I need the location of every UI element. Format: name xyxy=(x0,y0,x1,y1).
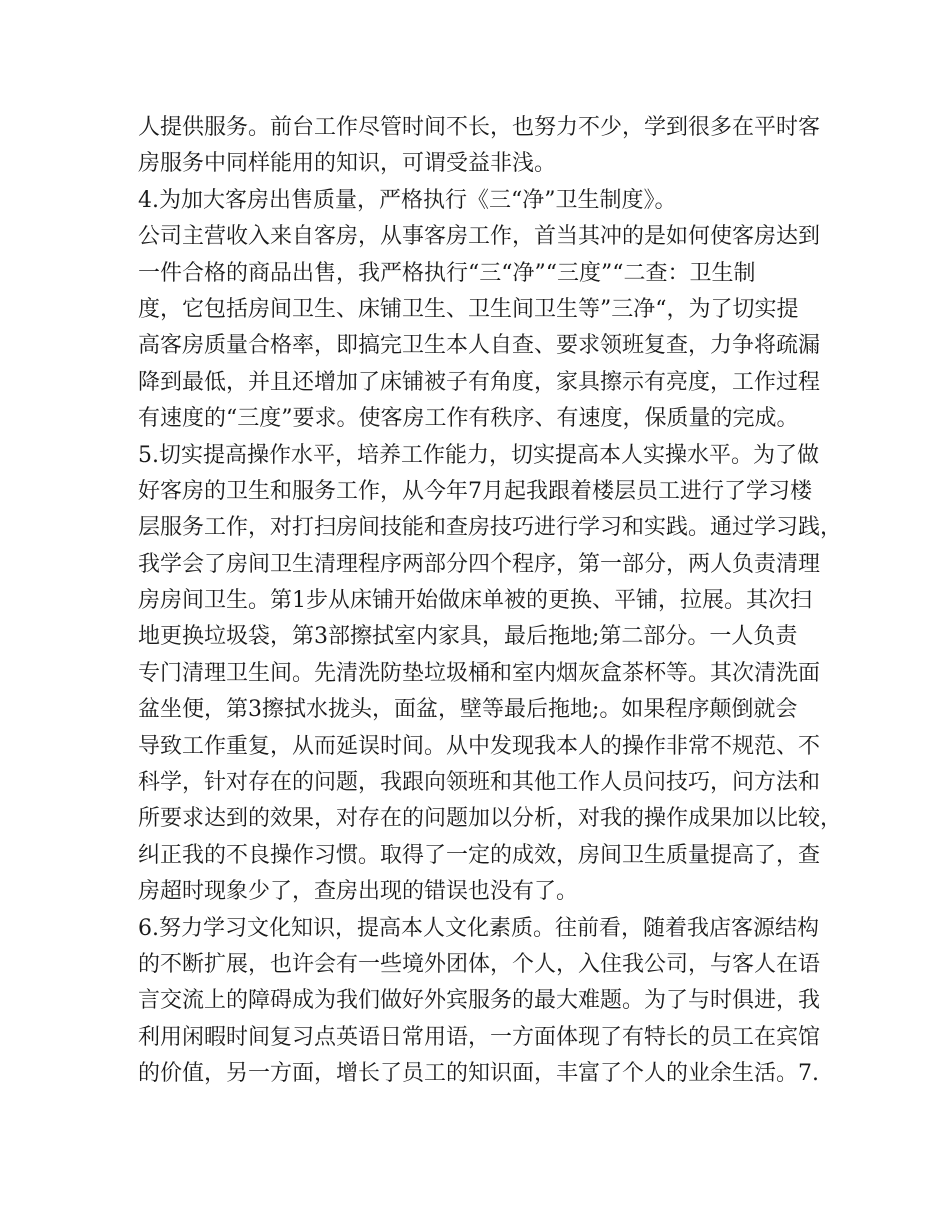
text-line: 4.为加大客房出售质量，严格执行《三“净”卫生制度》。 xyxy=(138,187,677,213)
text-line: 地更换垃圾袋，第3部擦拭室内家具，最后拖地;第二部分。一人负责 xyxy=(138,624,798,650)
text-line: 所要求达到的效果，对存在的问题加以分析，对我的操作成果加以比较， xyxy=(138,806,843,832)
text-line: 度，它包括房间卫生、床铺卫生、卫生间卫生等”三净“，为了切实提 xyxy=(138,296,799,322)
text-line: 房超时现象少了，查房出现的错误也没有了。 xyxy=(138,879,579,905)
text-line: 盆坐便，第3擦拭水拢头，面盆，壁等最后拖地;。如果程序颠倒就会 xyxy=(138,697,798,723)
text-line: 有速度的“三度”要求。使客房工作有秩序、有速度，保质量的完成。 xyxy=(138,406,799,432)
text-line: 5.切实提高操作水平，培养工作能力，切实提高本人实操水平。为了做 xyxy=(138,442,819,468)
text-line: 利用闲暇时间复习点英语日常用语，一方面体现了有特长的员工在宾馆 xyxy=(138,1024,821,1050)
text-line: 我学会了房间卫生清理程序两部分四个程序，第一部分，两人负责清理 xyxy=(138,551,821,577)
text-line: 言交流上的障碍成为我们做好外宾服务的最大难题。为了与时俱进，我 xyxy=(138,988,821,1014)
text-line: 房房间卫生。第1步从床铺开始做床单被的更换、平铺，拉展。其次扫 xyxy=(138,588,812,614)
text-line: 科学，针对存在的问题，我跟向领班和其他工作人员问技巧，问方法和 xyxy=(138,770,821,796)
text-line: 专门清理卫生间。先清洗防垫垃圾桶和室内烟灰盒茶杯等。其次清洗面 xyxy=(138,660,821,686)
text-line: 高客房质量合格率，即搞完卫生本人自查、要求领班复查，力争将疏漏 xyxy=(138,333,821,359)
text-line: 好客房的卫生和服务工作，从今年7月起我跟着楼层员工进行了学习楼 xyxy=(138,478,812,504)
document-body xyxy=(138,110,843,1093)
text-line: 6.努力学习文化知识，提高本人文化素质。往前看，随着我店客源结构 xyxy=(138,915,819,941)
text-line: 人提供服务。前台工作尽管时间不长，也努力不少，学到很多在平时客 xyxy=(138,115,821,140)
text-line: 导致工作重复，从而延误时间。从中发现我本人的操作非常不规范、不 xyxy=(138,733,821,759)
text-line: 层服务工作，对打扫房间技能和查房技巧进行学习和实践。通过学习践， xyxy=(138,515,843,541)
text-line: 的价值，另一方面，增长了员工的知识面，丰富了个人的业余生活。7. xyxy=(138,1061,819,1087)
text-line: 纠正我的不良操作习惯。取得了一定的成效，房间卫生质量提高了，查 xyxy=(138,842,821,868)
text-line: 公司主营收入来自客房，从事客房工作，首当其冲的是如何使客房达到 xyxy=(138,224,821,250)
text-line: 房服务中同样能用的知识，可谓受益非浅。 xyxy=(138,151,557,177)
text-line: 一件合格的商品出售，我严格执行“三“净”“三度”“二查：卫生制 xyxy=(138,260,756,286)
text-line: 降到最低，并且还增加了床铺被子有角度，家具擦示有亮度，工作过程 xyxy=(138,369,821,395)
text-line: 的不断扩展，也许会有一些境外团体，个人，入住我公司，与客人在语 xyxy=(138,951,821,977)
